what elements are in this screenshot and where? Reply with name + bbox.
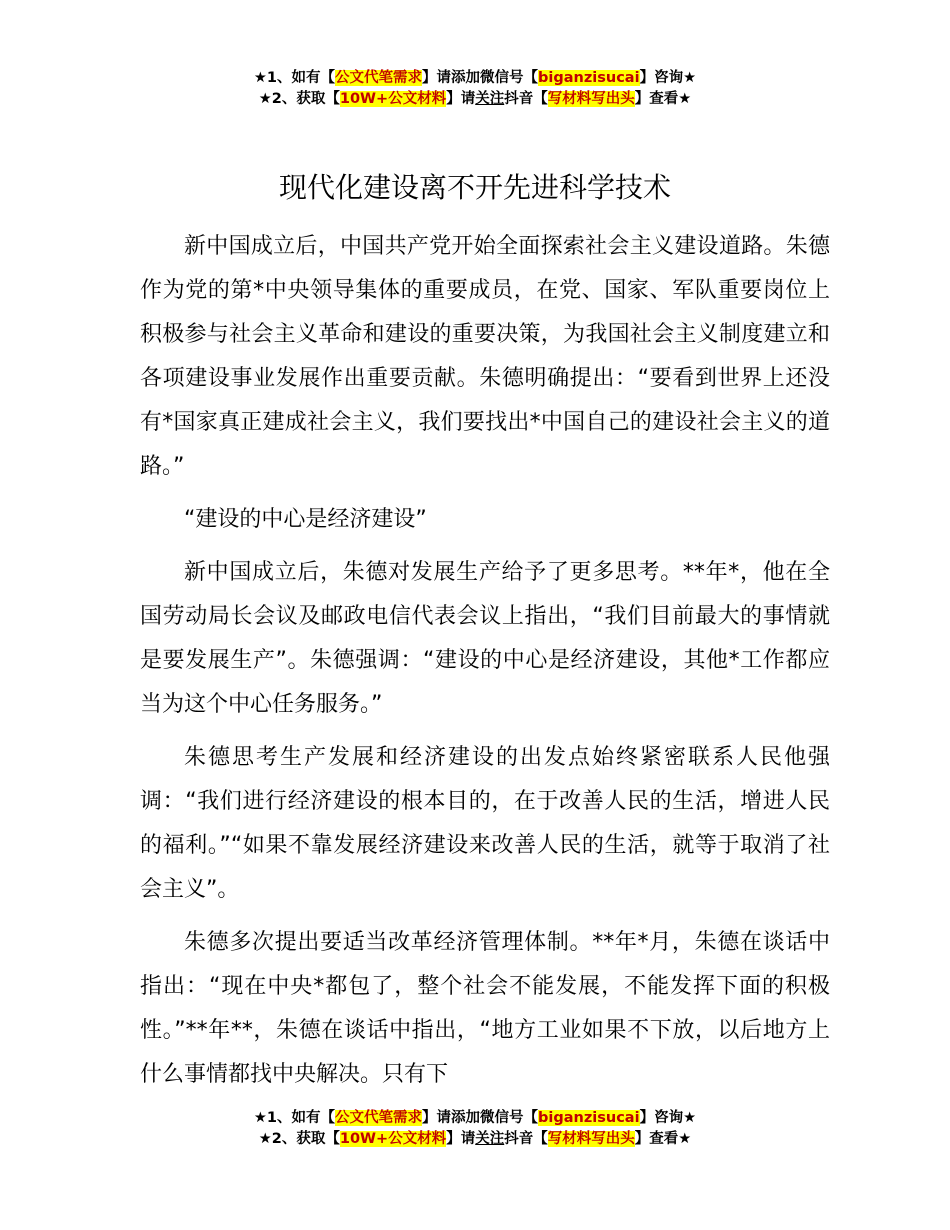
banner-text: ★1、如有【 bbox=[253, 1110, 336, 1126]
banner-highlight-douyin: 写材料写出头 bbox=[547, 91, 635, 107]
banner-text: 】请 bbox=[446, 1131, 476, 1147]
banner-highlight-service: 公文代笔需求 bbox=[335, 1110, 423, 1126]
banner-text: 抖音【 bbox=[504, 1131, 548, 1147]
banner-text: 抖音【 bbox=[504, 91, 548, 107]
banner-line-1 bbox=[0, 68, 950, 89]
banner-highlight-douyin: 写材料写出头 bbox=[547, 1131, 635, 1147]
banner-text: ★1、如有【 bbox=[253, 70, 336, 86]
paragraph: 朱德多次提出要适当改革经济管理体制。**年*月，朱德在谈话中指出：“现在中央*都包了，整个社会不能发展，不能发挥下面的积极性。”**年**，朱德在谈话中指出，“地方工业如果不下放，以后地方上什么事情都找中央解决。只有下 bbox=[140, 930, 830, 1087]
banner-text: ★2、获取【 bbox=[258, 91, 340, 107]
banner-highlight-service: 公文代笔需求 bbox=[335, 70, 423, 86]
banner-highlight-materials: 10W+公文材料 bbox=[339, 1131, 447, 1147]
banner-line-2 bbox=[0, 89, 950, 110]
banner-text: ★2、获取【 bbox=[258, 1131, 340, 1147]
banner-line-1 bbox=[0, 1108, 950, 1129]
paragraph: 朱德思考生产发展和经济建设的出发点始终紧密联系人民他强调：“我们进行经济建设的根本目的，在于改善人民的生活，增进人民的福利。”“如果不靠发展经济建设来改善人民的生活，就等于取消了社会主义”。 bbox=[140, 745, 830, 902]
banner-line-2 bbox=[0, 1129, 950, 1150]
header-banner bbox=[0, 68, 950, 110]
section-heading: “建设的中心是经济建设” bbox=[184, 507, 427, 532]
document-body bbox=[140, 225, 830, 1106]
banner-highlight-wechat-id: biganzisucai bbox=[538, 70, 640, 86]
banner-underline-follow: 关注 bbox=[475, 1131, 505, 1147]
banner-text: 】请 bbox=[446, 91, 476, 107]
banner-text: 】咨询★ bbox=[639, 70, 697, 86]
footer-banner bbox=[0, 1108, 950, 1150]
paragraph: 新中国成立后，中国共产党开始全面探索社会主义建设道路。朱德作为党的第*中央领导集体的重要成员，在党、国家、军队重要岗位上积极参与社会主义革命和建设的重要决策，为我国社会主义制度建立和各项建设事业发展作出重要贡献。朱德明确提出：“要看到世界上还没有*国家真正建成社会主义，我们要找出*中国自己的建设社会主义的道路。” bbox=[140, 234, 830, 479]
banner-highlight-wechat-id: biganzisucai bbox=[538, 1110, 640, 1126]
banner-highlight-materials: 10W+公文材料 bbox=[339, 91, 447, 107]
banner-text: 】请添加微信号【 bbox=[422, 70, 539, 86]
paragraph: 新中国成立后，朱德对发展生产给予了更多思考。**年*，他在全国劳动局长会议及邮政电信代表会议上指出，“我们目前最大的事情就是要发展生产”。朱德强调：“建设的中心是经济建设，其他*工作都应当为这个中心任务服务。” bbox=[140, 560, 830, 717]
document-title: 现代化建设离不开先进科学技术 bbox=[278, 171, 671, 204]
banner-text: 】咨询★ bbox=[639, 1110, 697, 1126]
banner-underline-follow: 关注 bbox=[475, 91, 505, 107]
banner-text: 】查看★ bbox=[634, 91, 692, 107]
banner-text: 】查看★ bbox=[634, 1131, 692, 1147]
banner-text: 】请添加微信号【 bbox=[422, 1110, 539, 1126]
